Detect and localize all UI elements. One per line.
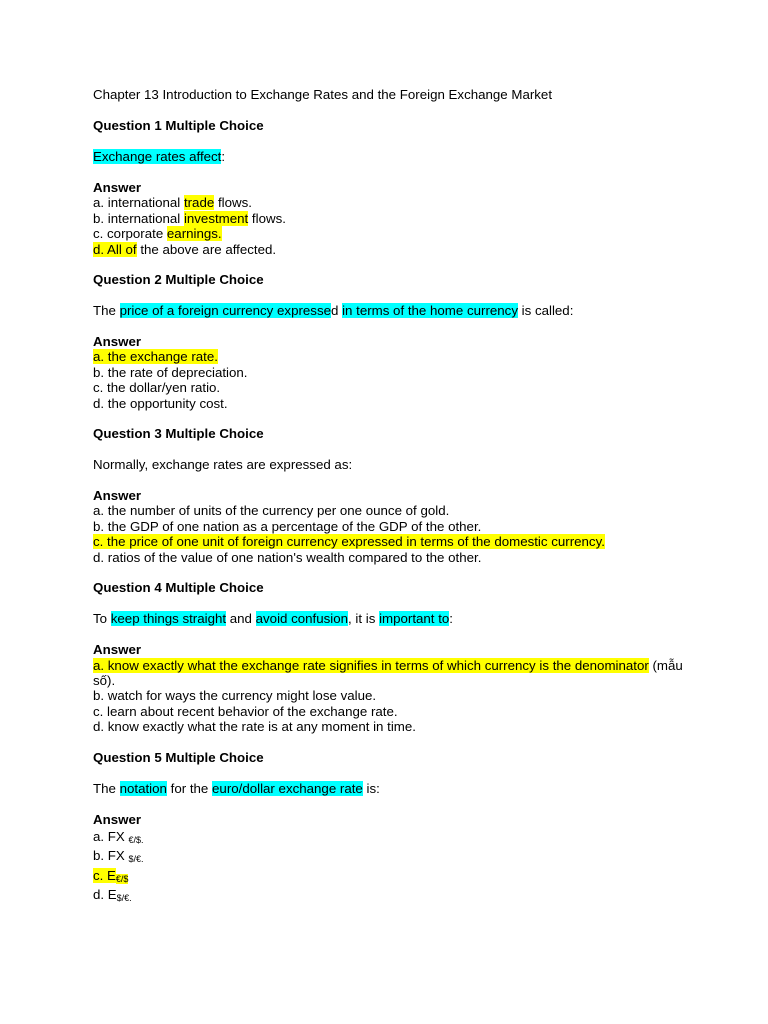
- highlight-yellow-text: a. know exactly what the exchange rate signifies in terms of which currency is the denominator: [93, 657, 649, 673]
- answer-label: Answer: [93, 488, 142, 504]
- text-segment: flows.: [248, 210, 286, 226]
- text-segment: d. know exactly what the rate is at any moment in time.: [93, 719, 416, 735]
- text-segment: b. the GDP of one nation as a percentage of the GDP of the other.: [93, 518, 482, 534]
- answer-option: [93, 827, 683, 847]
- answer-block: [93, 488, 768, 565]
- answer-option: [93, 211, 683, 226]
- answer-label: Answer: [93, 642, 142, 658]
- question-block: [93, 426, 768, 565]
- answer-option: [93, 550, 683, 565]
- text-segment: a. FX: [93, 828, 129, 844]
- text-segment: Normally, exchange rates are expressed as:: [93, 457, 353, 473]
- highlight-yellow-text: €/$: [115, 873, 129, 884]
- question-prompt: [93, 457, 768, 473]
- highlight-yellow-text: trade: [183, 195, 215, 211]
- answer-option: [93, 719, 683, 734]
- document-title: Chapter 13 Introduction to Exchange Rates and the Foreign Exchange Market: [93, 87, 553, 102]
- answer-block: [93, 812, 768, 905]
- highlight-cyan-text: price of a foreign currency expresse: [119, 303, 331, 319]
- question-prompt: [93, 303, 768, 319]
- text-segment: d: [330, 303, 343, 319]
- answer-option: [93, 885, 683, 905]
- text-segment: c. learn about recent behavior of the exchange rate.: [93, 703, 398, 719]
- answer-option: [93, 688, 683, 703]
- text-segment: :: [449, 611, 453, 627]
- answer-option: [93, 380, 683, 395]
- question-heading: Question 4 Multiple Choice: [93, 580, 264, 596]
- text-segment: b. the rate of depreciation.: [93, 364, 248, 380]
- highlight-yellow-text: d. All of: [93, 241, 137, 257]
- answer-label: Answer: [93, 811, 142, 827]
- answer-option: [93, 503, 683, 518]
- question-prompt: [93, 149, 768, 165]
- answer-option: [93, 866, 683, 886]
- text-segment: b. international: [93, 210, 184, 226]
- question-list: [93, 118, 768, 905]
- question-block: [93, 272, 768, 411]
- answer-label: Answer: [93, 334, 142, 350]
- highlight-yellow-text: c. the price of one unit of foreign currency expressed in terms of the domestic currency.: [93, 534, 605, 550]
- highlight-cyan-text: important to: [379, 611, 450, 627]
- highlight-yellow-text: c. E: [93, 867, 116, 883]
- highlight-yellow-text: a. the exchange rate.: [93, 349, 218, 365]
- highlight-yellow-text: investment: [183, 210, 249, 226]
- subscript-text: $/€.: [128, 854, 144, 865]
- answer-option: [93, 704, 683, 719]
- text-segment: b. FX: [93, 848, 129, 864]
- subscript-text: $/€.: [116, 893, 132, 904]
- highlight-cyan-text: in terms of the home currency: [342, 303, 518, 319]
- question-heading: Question 1 Multiple Choice: [93, 118, 264, 133]
- answer-option: [93, 195, 683, 210]
- text-segment: , it is: [348, 611, 380, 627]
- highlight-cyan-text: Exchange rates affect: [93, 149, 222, 164]
- answer-option: [93, 242, 683, 257]
- highlight-cyan-text: euro/dollar exchange rate: [212, 780, 363, 796]
- highlight-yellow-text: earnings.: [166, 226, 222, 242]
- text-segment: The: [93, 780, 120, 796]
- answer-option: [93, 396, 683, 411]
- highlight-cyan-text: avoid confusion: [255, 611, 349, 627]
- text-segment: c. corporate: [93, 226, 167, 242]
- question-block: [93, 580, 768, 734]
- text-segment: and: [226, 611, 256, 627]
- subscript-text: €/$.: [128, 834, 144, 845]
- text-segment: (mẫu số).: [93, 657, 683, 688]
- question-block: [93, 750, 768, 905]
- highlight-cyan-text: keep things straight: [110, 611, 227, 627]
- text-segment: The: [93, 303, 120, 319]
- highlight-cyan-text: notation: [119, 780, 167, 796]
- text-segment: for the: [166, 780, 213, 796]
- answer-option: [93, 534, 683, 549]
- text-segment: d. E: [93, 887, 117, 903]
- question-prompt: [93, 611, 768, 627]
- answer-option: [93, 519, 683, 534]
- answer-block: [93, 334, 768, 411]
- answer-block: [93, 642, 768, 734]
- text-segment: d. the opportunity cost.: [93, 395, 228, 411]
- answer-option: [93, 349, 683, 364]
- question-heading: Question 2 Multiple Choice: [93, 272, 264, 288]
- question-prompt: [93, 781, 768, 797]
- answer-option: [93, 846, 683, 866]
- answer-option: [93, 365, 683, 380]
- question-heading: Question 3 Multiple Choice: [93, 426, 264, 442]
- answer-option: [93, 658, 683, 689]
- answer-label: Answer: [93, 180, 142, 195]
- text-segment: b. watch for ways the currency might lose value.: [93, 688, 377, 704]
- text-segment: a. international: [93, 195, 184, 211]
- text-segment: is called:: [517, 303, 574, 319]
- text-segment: a. the number of units of the currency per one ounce of gold.: [93, 503, 450, 519]
- text-segment: :: [221, 149, 226, 164]
- text-segment: c. the dollar/yen ratio.: [93, 380, 221, 396]
- question-block: [93, 118, 768, 257]
- text-segment: the above are affected.: [136, 241, 277, 257]
- text-segment: To: [93, 611, 111, 627]
- answer-option: [93, 226, 683, 241]
- text-segment: d. ratios of the value of one nation's wealth compared to the other.: [93, 549, 482, 565]
- answer-block: [93, 180, 768, 257]
- text-segment: is:: [362, 780, 380, 796]
- question-heading: Question 5 Multiple Choice: [93, 749, 264, 765]
- text-segment: flows.: [214, 195, 252, 211]
